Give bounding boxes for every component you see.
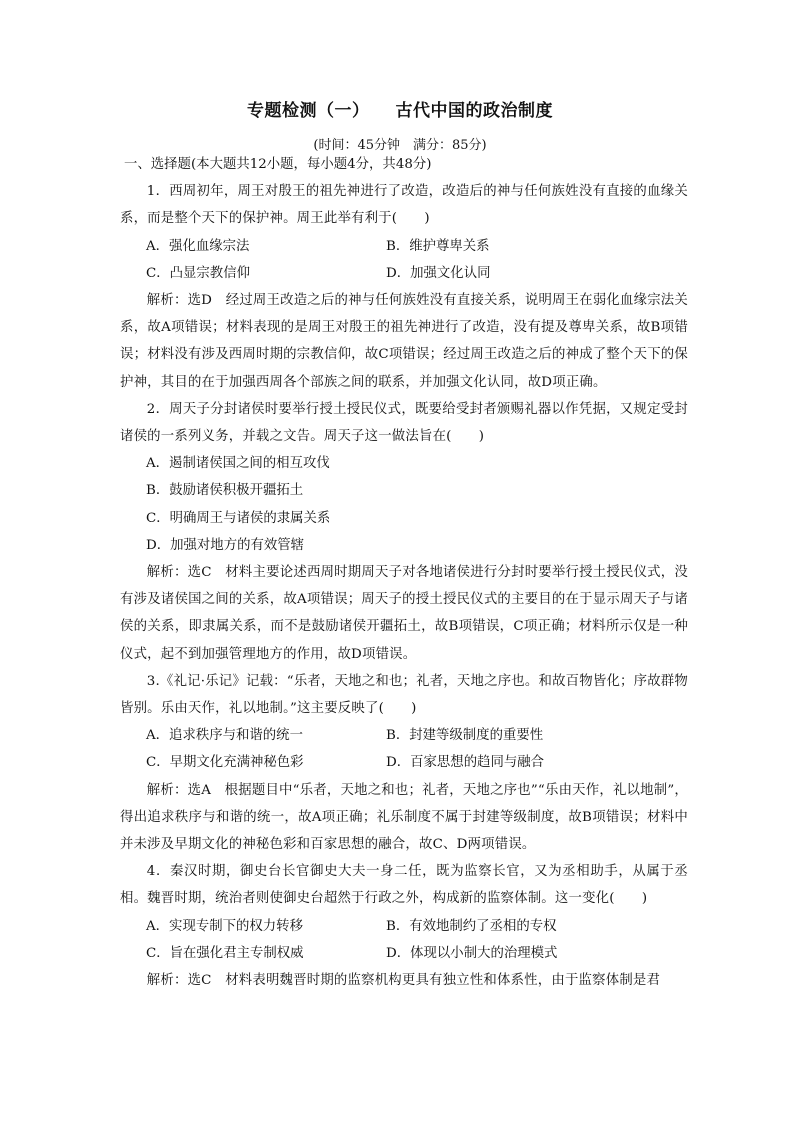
question-stem: 3.《礼记·乐记》记载：“乐者，天地之和也；礼者，天地之序也。和故百物皆化；序故群物皆别。乐由天作，礼以地制。”这主要反映了( )	[120, 673, 688, 717]
option-row	[120, 913, 688, 940]
answer-analysis: 解析：选A 根据题目中“乐者，天地之和也；礼者，天地之序也”“乐由天作，礼以地制”，得出追求秩序与和谐的统一，故A项正确；礼乐制度不属于封建等级制度，故B项错误；材料中并未涉及早期文化的神秘色彩和百家思想的融合，故C、D两项错误。	[120, 782, 688, 853]
answer-analysis: 解析：选C 材料表明魏晋时期的监察机构更具有独立性和体系性，由于监察体制是君	[146, 973, 661, 989]
option: C．凸显宗教信仰	[146, 265, 250, 281]
option: A．实现专制下的权力转移	[146, 918, 303, 934]
title-topic: 专题检测（一）	[247, 101, 370, 121]
option: B．封建等级制度的重要性	[386, 728, 544, 744]
option: C．早期文化充满神秘色彩	[146, 755, 304, 771]
question-stem: 4．秦汉时期，御史台长官御史大夫一身二任，既为监察长官，又为丞相助手，从属于丞相。魏晋时期，统治者则使御史台超然于行政之外，构成新的监察体制。这一变化( )	[120, 864, 688, 907]
option-row	[120, 722, 688, 749]
option-row	[120, 940, 688, 967]
question-stem: 1．西周初年，周王对殷王的祖先神进行了改造，改造后的神与任何族姓没有直接的血缘关系，而是整个天下的保护神。周王此举有利于( )	[120, 184, 688, 227]
option: A．强化血缘宗法	[146, 238, 250, 254]
page-title	[0, 96, 800, 121]
option: A．遏制诸侯国之间的相互攻伐	[146, 456, 330, 472]
section-header: 一、选择题(本大题共12小题，每小题4分，共48分)	[124, 157, 432, 172]
option: A．追求秩序与和谐的统一	[146, 728, 303, 744]
option-row	[120, 749, 688, 776]
option: B．鼓励诸侯积极开疆拓土	[146, 483, 304, 499]
option: D．百家思想的趋同与融合	[386, 755, 545, 771]
document-body	[120, 151, 688, 994]
option: D．加强文化认同	[386, 265, 491, 281]
option: D．体现以小制大的治理模式	[386, 945, 558, 961]
answer-analysis: 解析：选D 经过周王改造之后的神与任何族姓没有直接关系，说明周王在弱化血缘宗法关系，故A项错误；材料表现的是周王对殷王的祖先神进行了改造，没有提及尊卑关系，故B项错误；材料没有涉及西周时期的宗教信仰，故C项错误；经过周王改造之后的神成了整个天下的保护神，其目的在于加强西周各个部族之间的联系，并加强文化认同，故D项正确。	[120, 293, 688, 390]
option: D．加强对地方的有效管辖	[146, 537, 305, 553]
option-row	[120, 260, 688, 287]
option: C．旨在强化君主专制权威	[146, 945, 304, 961]
option: B．有效地制约了丞相的专权	[386, 918, 557, 934]
answer-analysis: 解析：选C 材料主要论述西周时期周天子对各地诸侯进行分封时要举行授土授民仪式，没有涉及诸侯国之间的关系，故A项错误；周天子的授土授民仪式的主要目的在于显示周天子与诸侯的关系，即隶属关系，而不是鼓励诸侯开疆拓土，故B项错误，C项正确；材料所示仅是一种仪式，起不到加强管理地方的作用，故D项错误。	[120, 565, 688, 662]
option: C．明确周王与诸侯的隶属关系	[146, 510, 331, 526]
exam-meta: (时间：45分钟 满分：85分)	[313, 138, 487, 153]
option-row	[120, 233, 688, 260]
option: B．维护尊卑关系	[386, 238, 490, 254]
question-stem: 2．周天子分封诸侯时要举行授土授民仪式，既要给受封者颁赐礼器以作凭据，又规定受封诸侯的一系列义务，并载之文告。周天子这一做法旨在( )	[120, 401, 688, 445]
title-subject: 古代中国的政治制度	[395, 101, 553, 121]
